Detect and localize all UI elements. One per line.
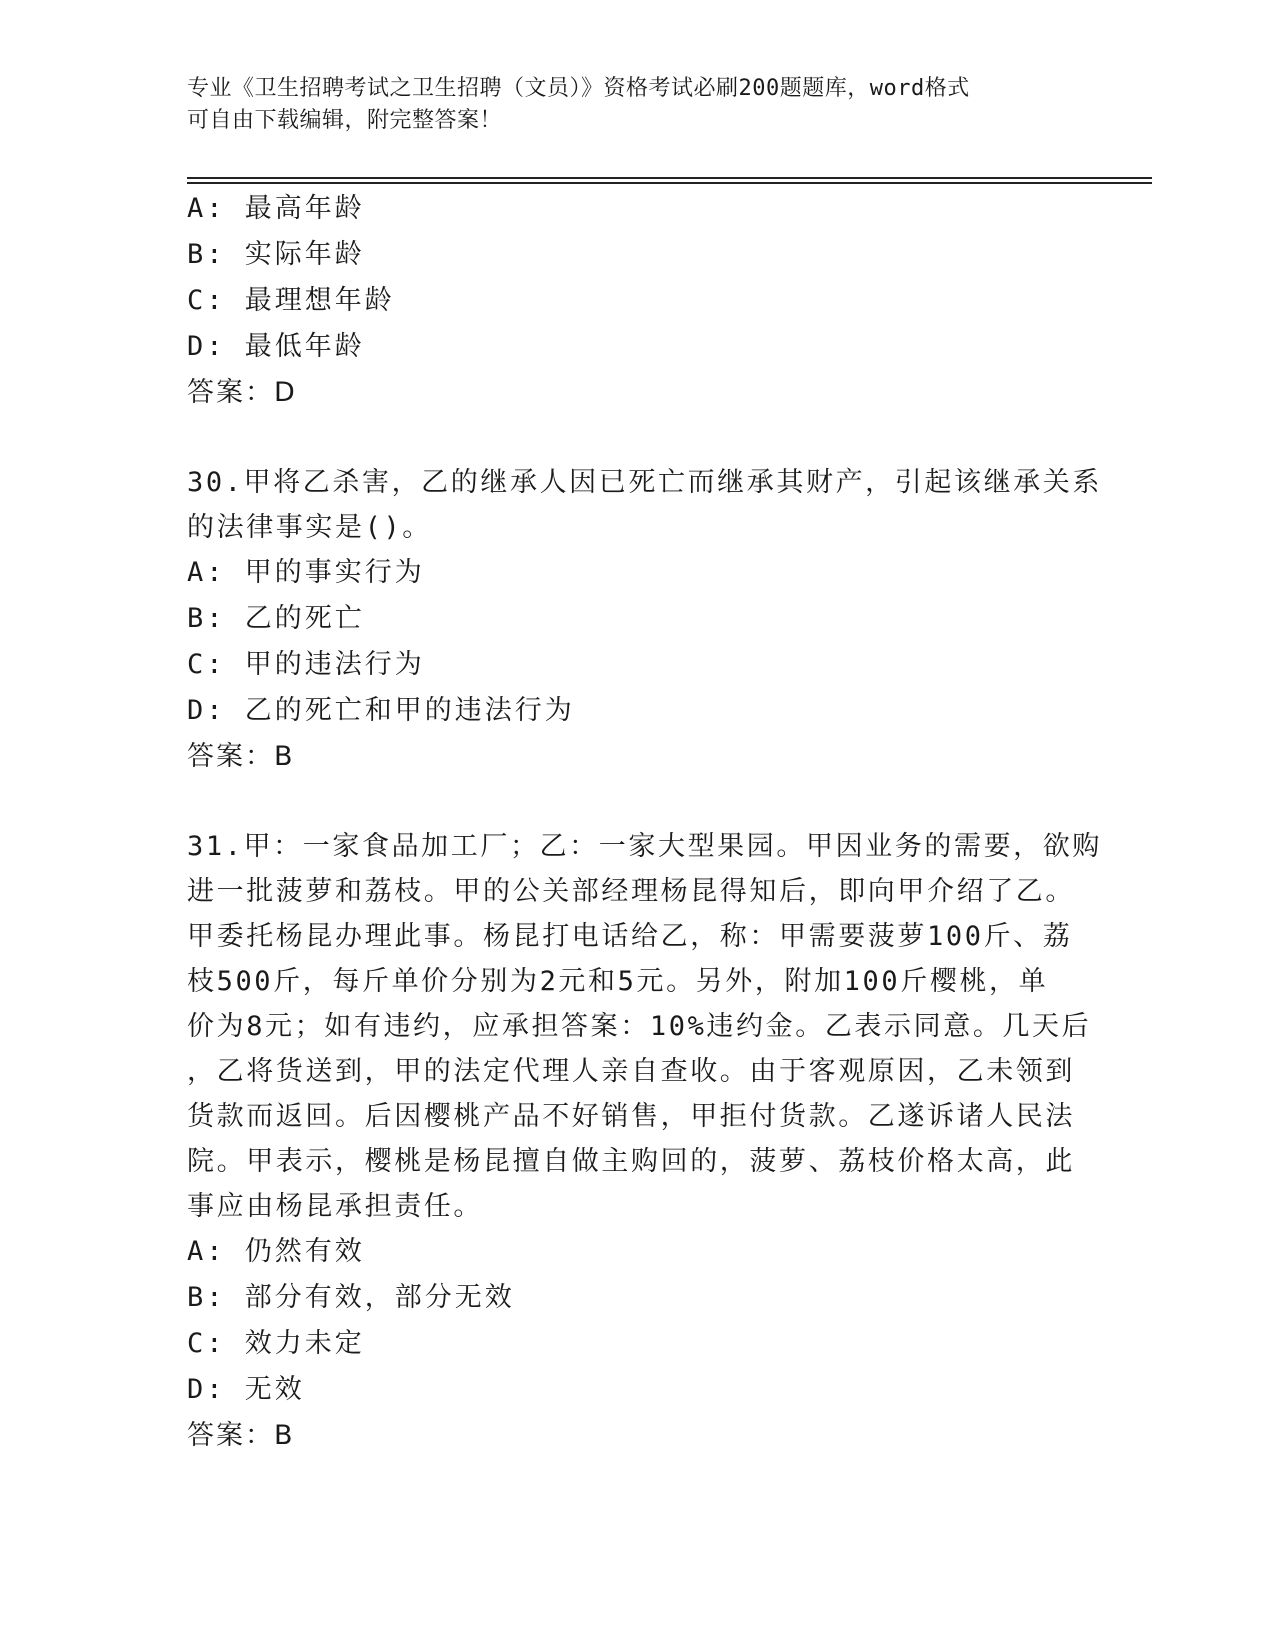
question-30-line-2: 的法律事实是()。	[187, 512, 432, 543]
option-a: A: 仍然有效	[187, 1236, 365, 1267]
question-31-line-6: ，乙将货送到，甲的法定代理人亲自查收。由于客观原因，乙未领到	[187, 1056, 1075, 1087]
answer-31: 答案：B	[187, 1420, 295, 1451]
answer-30: 答案：B	[187, 741, 295, 772]
option-c: C: 甲的违法行为	[187, 649, 425, 680]
option-b: B: 部分有效，部分无效	[187, 1282, 515, 1313]
option-a: A: 甲的事实行为	[187, 557, 425, 588]
option-d: D: 乙的死亡和甲的违法行为	[187, 695, 575, 726]
option-c: C: 最理想年龄	[187, 285, 395, 316]
option-b: B: 实际年龄	[187, 239, 365, 270]
option-b: B: 乙的死亡	[187, 603, 365, 634]
option-d: D: 无效	[187, 1374, 305, 1405]
page-header	[187, 73, 1067, 137]
question-31-line-9: 事应由杨昆承担责任。	[187, 1191, 483, 1222]
question-31-line-7: 货款而返回。后因樱桃产品不好销售，甲拒付货款。乙遂诉诸人民法	[187, 1101, 1075, 1132]
header-rule-top	[187, 177, 1152, 179]
header-line-1: 专业《卫生招聘考试之卫生招聘（文员）》资格考试必刷200题题库，word格式	[187, 76, 970, 101]
question-31-line-4: 枝500斤，每斤单价分别为2元和5元。另外，附加100斤樱桃，单	[187, 966, 1049, 997]
question-31-line-1: 31.甲：一家食品加工厂；乙：一家大型果园。甲因业务的需要，欲购	[187, 831, 1102, 862]
option-c: C: 效力未定	[187, 1328, 365, 1359]
option-a: A: 最高年龄	[187, 193, 365, 224]
question-31-line-5: 价为8元；如有违约，应承担答案：10%违约金。乙表示同意。几天后	[187, 1011, 1092, 1042]
question-31-line-8: 院。甲表示，樱桃是杨昆擅自做主购回的，菠萝、荔枝价格太高，此	[187, 1146, 1075, 1177]
question-31	[187, 824, 1102, 1459]
question-30-line-1: 30.甲将乙杀害，乙的继承人因已死亡而继承其财产，引起该继承关系	[187, 467, 1102, 498]
header-line-2: 可自由下载编辑，附完整答案！	[187, 108, 503, 133]
question-31-line-3: 甲委托杨昆办理此事。杨昆打电话给乙，称：甲需要菠萝100斤、荔	[187, 921, 1073, 952]
option-d: D: 最低年龄	[187, 331, 365, 362]
header-rule-bottom	[187, 182, 1152, 184]
question-29-tail	[187, 186, 1087, 416]
question-content	[187, 186, 1102, 1459]
question-31-line-2: 进一批菠萝和荔枝。甲的公关部经理杨昆得知后，即向甲介绍了乙。	[187, 876, 1075, 907]
answer-29: 答案：D	[187, 377, 297, 408]
question-30	[187, 460, 1102, 780]
